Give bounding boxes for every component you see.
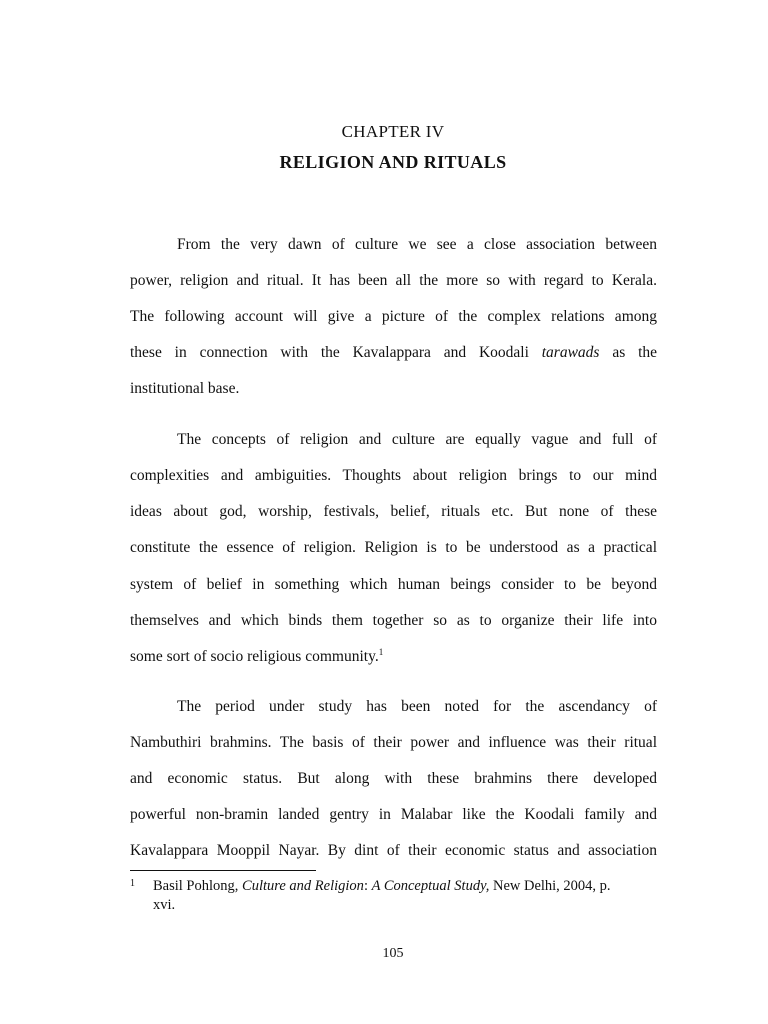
- text-line: powerful non-bramin landed gentry in Malabar like the Koodali family and: [130, 806, 657, 823]
- text-segment: some sort of socio religious community.: [130, 648, 379, 665]
- italic-term: tarawads: [541, 344, 600, 361]
- footnote-title: Culture and Religion: [242, 878, 364, 894]
- text-line: themselves and which binds them together so as to organize their life into: [130, 612, 657, 629]
- text-line: constitute the essence of religion. Religion is to be understood as a practical: [130, 539, 657, 556]
- footnote-reference[interactable]: 1: [378, 646, 384, 657]
- footnote-line: xvi.: [153, 897, 176, 913]
- text-line: [130, 343, 657, 363]
- text-line: Nambuthiri brahmins. The basis of their power and influence was their ritual: [130, 734, 657, 751]
- page-number: 105: [382, 946, 404, 961]
- text-line: Kavalappara Mooppil Nayar. By dint of their economic status and association: [130, 842, 657, 859]
- footnote-publication: New Delhi, 2004, p.: [489, 878, 611, 894]
- text-line: The period under study has been noted for the ascendancy of: [177, 698, 657, 715]
- text-line: system of belief in something which human beings consider to be beyond: [130, 576, 657, 593]
- text-line: The concepts of religion and culture are equally vague and full of: [177, 431, 657, 448]
- text-line: and economic status. But along with these brahmins there developed: [130, 770, 657, 787]
- chapter-title: RELIGION AND RITUALS: [279, 152, 507, 172]
- footnote-marker: 1: [130, 878, 135, 889]
- footnote-subtitle: A Conceptual Study,: [371, 878, 490, 894]
- text-line: The following account will give a picture of the complex relations among: [130, 308, 657, 325]
- footnote-title-separator: :: [363, 878, 372, 894]
- text-line: institutional base.: [130, 380, 240, 397]
- footnote-author: Basil Pohlong,: [153, 878, 243, 894]
- text-segment: as the: [612, 344, 657, 361]
- text-line: ideas about god, worship, festivals, belief, rituals etc. But none of these: [130, 503, 657, 520]
- chapter-label: CHAPTER IV: [341, 122, 445, 141]
- footnote-line: [153, 877, 657, 896]
- text-line: From the very dawn of culture we see a close association between: [177, 236, 657, 253]
- text-line: power, religion and ritual. It has been all the more so with regard to Kerala.: [130, 272, 657, 289]
- footnote-divider: [130, 870, 316, 871]
- footnote-text: [153, 877, 657, 915]
- text-segment: these in connection with the Kavalappara and Koodali: [130, 344, 529, 361]
- text-line: complexities and ambiguities. Thoughts about religion brings to our mind: [130, 467, 657, 484]
- text-line: [130, 647, 657, 667]
